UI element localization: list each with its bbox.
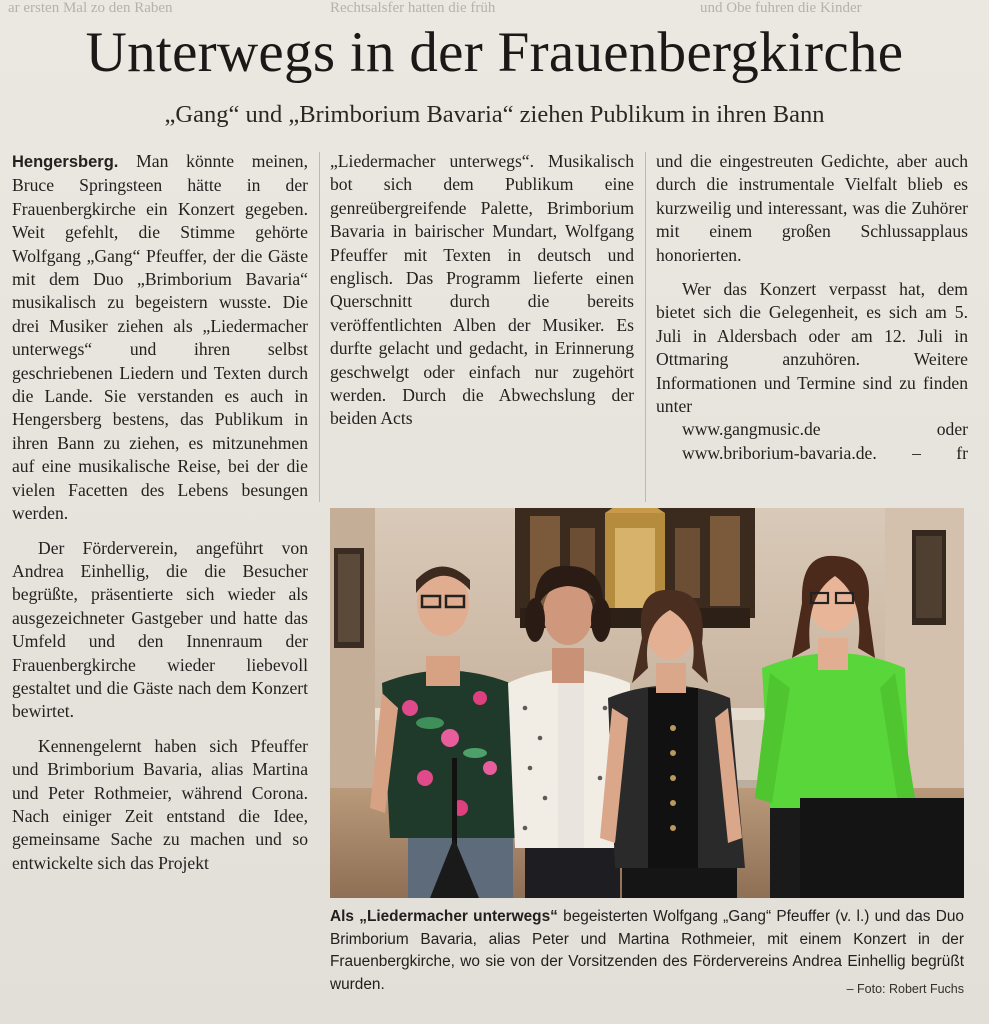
- wall-painting-left: [334, 548, 364, 648]
- paragraph: „Liedermacher unterwegs“. Musikalisch bot sich dem Publikum eine genreübergreifende Palette, Brimborium Bavaria in bairischer Mundart, Wolfgang Pfeuffer mit Texten in deutsch und englisch. Das Programm lieferte einen Querschnitt durch die bereits veröffentlichten Alben der Musiker. Es durfte gelacht und gedacht, in Erinnerung geschwelgt oder einfach nur zugehört werden. Durch die Abwechslung der beiden Acts: [330, 151, 634, 429]
- dateline: Hengersberg.: [12, 153, 119, 171]
- author-initials: – fr: [912, 442, 968, 463]
- url-line: [656, 418, 968, 441]
- url-line: [656, 442, 968, 465]
- url-brimborium: www.briborium-bavaria.de.: [682, 442, 877, 463]
- photo-illustration: [330, 508, 964, 898]
- photo-caption: [330, 906, 964, 1000]
- article-column-2: [330, 150, 634, 431]
- paragraph-text: Wer das Konzert verpasst hat, dem bietet sich die Gelegenheit, es sich am 5. Juli in Aldersbach oder am 12. Juli in Ottmaring anzuhören. Weitere Informationen und Termine sind zu finden unter: [656, 279, 968, 417]
- paragraph-text: Man könnte meinen, Bruce Springsteen hätte in der Frauenbergkirche ein Konzert gegeben. Weit gefehlt, die Stimme gehörte Wolfgang „Gang“ Pfeuffer, der die Gäste mit dem Duo „Brimborium Bavaria“ musikalisch zu begeistern wusste. Die drei Musiker ziehen als „Liedermacher unterwegs“ und ihren selbst geschriebenen Liedern und Texten durch die Lande. Sie verstanden es auch in Hengersberg bestens, das Publikum in ihren Bann zu ziehen, es mitzunehmen auf eine musikalische Reise, bei der die vielen Facetten des Lebens besungen werden.: [12, 151, 308, 524]
- bleed-through-text-left: ar ersten Mal zo den Raben: [8, 0, 173, 16]
- paragraph: [656, 278, 968, 418]
- caption-lead: Als „Liedermacher unterwegs“: [330, 908, 558, 925]
- paragraph: Kennengelernt haben sich Pfeuffer und Brimborium Bavaria, alias Martina und Peter Rothmeier, während Corona. Nach einiger Zeit entstand die Idee, gemeinsame Sache zu machen und so entwickelte sich das Projekt: [12, 735, 308, 873]
- piano: [800, 798, 964, 898]
- concert-photo: [330, 508, 964, 898]
- paragraph: und die eingestreuten Gedichte, aber auch durch die instrumentale Vielfalt blieb es kurzweilig und interessant, was die Zuhörer mit einem großen Schlussapplaus honorierten.: [656, 151, 968, 265]
- article-subheadline: „Gang“ und „Brimborium Bavaria“ ziehen Publikum in ihren Bann: [164, 101, 825, 128]
- paragraph: Der Förderverein, angeführt von Andrea Einhellig, die die Besucher begrüßte, präsentierte sich wieder als ausgezeichneter Gastgeber und hatte das Umfeld und den Innenraum der Frauenbergkirche wieder liebevoll gestaltet und die Gäste nach dem Konzert bewirtet.: [12, 537, 308, 722]
- bleed-through-text-right: und Obe fuhren die Kinder: [700, 0, 862, 16]
- caption-text: [330, 906, 964, 996]
- article-column-1: [12, 150, 308, 875]
- bleed-through-text-middle: Rechtsalsfer hatten die früh: [330, 0, 496, 16]
- wall-painting-right: [912, 530, 946, 625]
- or-word: oder: [936, 419, 968, 440]
- caption-body: begeisterten Wolfgang „Gang“ Pfeuffer (v. l.) und das Duo Brimborium Bavaria, alias Peter und Martina Rothmeier, mit einem Konzert in der Frauenbergkirche, wo sie von der Vorsitzenden des Fördervereins Andrea Einhellig begrüßt wurden.: [330, 908, 964, 993]
- column-rule: [645, 152, 646, 502]
- url-gangmusic: www.gangmusic.de: [682, 419, 821, 440]
- article-headline: Unterwegs in der Frauenbergkirche: [85, 21, 904, 84]
- column-rule: [319, 152, 320, 502]
- photo-credit: – Foto: Robert Fuchs: [846, 981, 964, 996]
- article-column-3: [656, 150, 968, 465]
- paragraph: [12, 150, 308, 526]
